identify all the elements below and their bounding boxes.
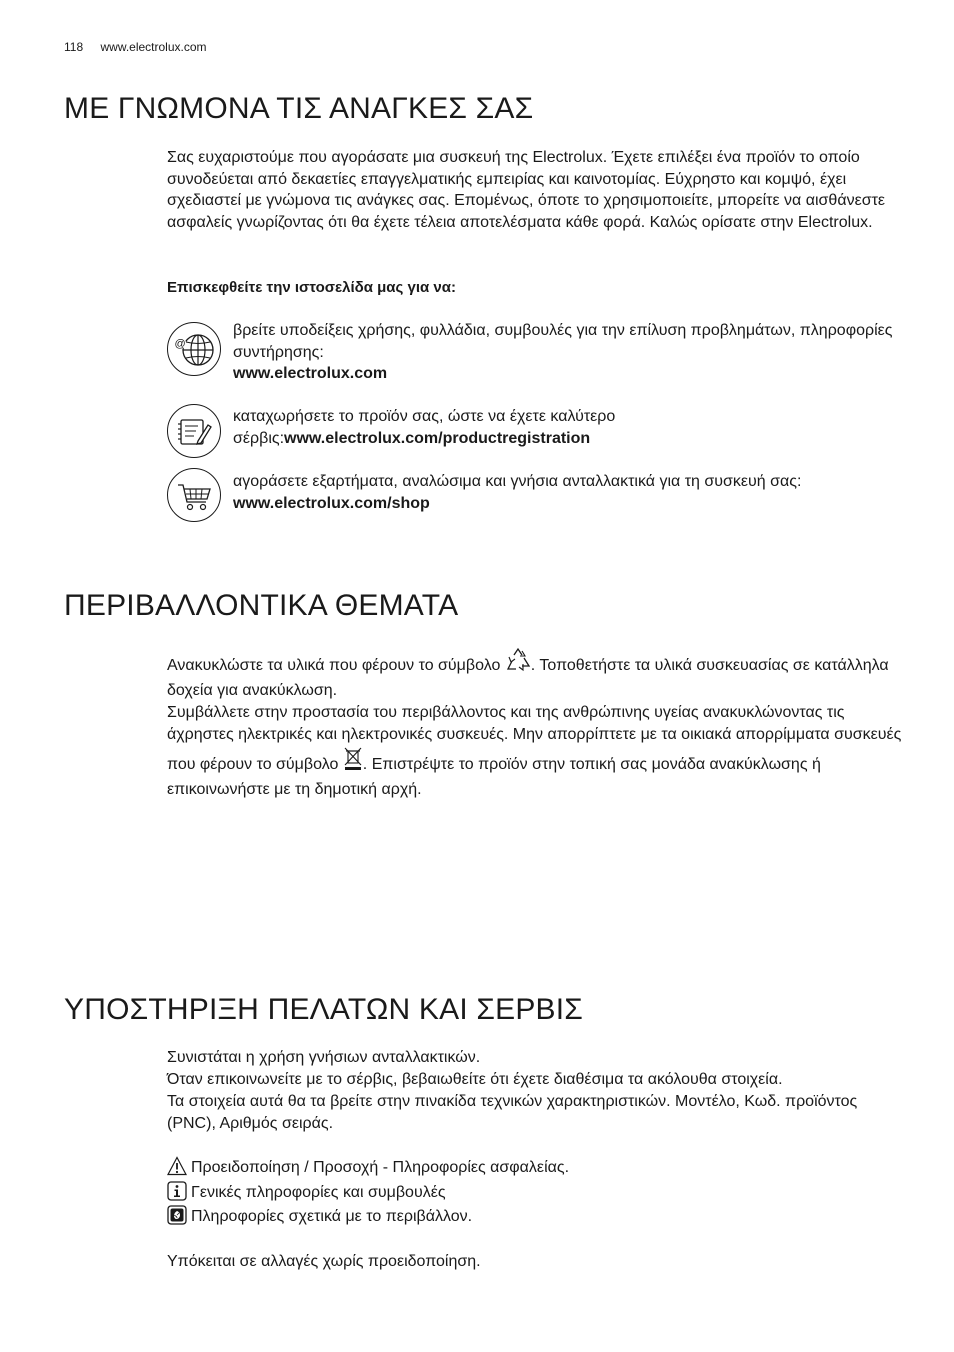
shop-link[interactable]: www.electrolux.com/shop <box>233 494 430 512</box>
recycle-text-after: . Τοποθετήστε τα υλικά συσκευασίας σε κατάλληλα δοχεία για ανακύκλωση. <box>167 657 889 699</box>
recycle-paragraph <box>167 647 907 702</box>
legend-item-environment <box>167 1205 907 1230</box>
shopping-cart-icon <box>167 468 221 522</box>
svg-text:@: @ <box>174 338 186 350</box>
header-url[interactable]: www.electrolux.com <box>100 40 207 54</box>
legend-item-info <box>167 1181 907 1206</box>
visit-heading: Επισκεφθείτε την ιστοσελίδα μας για να: <box>167 279 456 296</box>
legend-info-text: Γενικές πληροφορίες και συμβουλές <box>191 1183 446 1201</box>
warning-icon <box>167 1156 187 1176</box>
recycle-text-before: Ανακυκλώστε τα υλικά που φέρουν το σύμβολο <box>167 657 501 674</box>
registration-text: καταχωρήσετε το προϊόν σας, ώστε να έχετε καλύτερο σέρβις: <box>233 408 616 447</box>
environment-icon <box>167 1205 187 1225</box>
support-p3: Τα στοιχεία αυτά θα τα βρείτε στην πινακίδα τεχνικών χαρακτηριστικών. Μοντέλο, Κωδ. προϊόντος (PNC), Αριθμός σειράς. <box>167 1093 858 1132</box>
support-p2: Όταν επικοινωνείτε με το σέρβις, βεβαιωθείτε ότι έχετε διαθέσιμα τα ακόλουθα στοιχεία. <box>167 1071 783 1088</box>
section-title-support: ΥΠΟΣΤΗΡΙΞΗ ΠΕΛΑΤΩΝ ΚΑΙ ΣΕΡΒΙΣ <box>64 993 584 1026</box>
registration-icon <box>167 404 221 458</box>
weee-text-after: . Επιστρέψτε το προϊόν στην τοπική σας μονάδα ανακύκλωσης ή επικοινωνήστε με τη δημοτική αρχή. <box>167 756 821 798</box>
recycle-icon <box>505 647 531 680</box>
legend-item-warning <box>167 1156 907 1181</box>
section-title-needs: ΜΕ ΓΝΩΜΟΝΑ ΤΙΣ ΑΝΑΓΚΕΣ ΣΑΣ <box>64 92 534 125</box>
support-text: βρείτε υποδείξεις χρήσης, φυλλάδια, συμβουλές για την επίλυση προβλημάτων, πληροφορίες συντήρησης: <box>233 322 893 361</box>
legend-warning-text: Προειδοποίηση / Προσοχή - Πληροφορίες ασφαλείας. <box>191 1159 570 1176</box>
environment-paragraph <box>167 647 907 801</box>
globe-icon <box>167 322 221 376</box>
page-number: 118 <box>64 40 84 54</box>
section-title-environment: ΠΕΡΙΒΑΛΛΟΝΤΙΚΑ ΘΕΜΑΤΑ <box>64 589 459 622</box>
intro-text: Σας ευχαριστούμε που αγοράσατε μια συσκευή της Electrolux. Έχετε επιλέξει ένα προϊόν το οποίο συνοδεύεται από δεκαετίες επαγγελματικής εμπειρίας και καινοτομίας. Εύχρηστο και κομψό, έχει σχεδιαστεί με γνώμονα τις ανάγκες σας. Επομένως, όποτε το χρησιμοποιείτε, μπορείτε να αισθάνεστε ασφαλείς γνωρίζοντας ότι θα έχετε τέλεια αποτελέσματα κάθε φορά. Καλώς ορίσατε στην Electrolux. <box>167 149 886 231</box>
support-paragraph <box>167 1047 907 1135</box>
shop-text: αγοράσετε εξαρτήματα, αναλώσιμα και γνήσια ανταλλακτικά για τη συσκευή σας: <box>233 473 802 490</box>
page-header <box>64 40 207 54</box>
intro-paragraph <box>167 147 907 233</box>
legend-environment-text: Πληροφορίες σχετικά με το περιβάλλον. <box>191 1208 473 1225</box>
support-link[interactable]: www.electrolux.com <box>233 365 388 383</box>
weee-text-before: Συμβάλλετε στην προστασία του περιβάλλοντος και της ανθρώπινης υγείας ανακυκλώνοντας τις άχρηστες ηλεκτρικές και ηλεκτρονικές συσκευές. Μην απορρίπτετε με τα οικιακά απορρίμματα συσκευές που φέρουν το σύμβολο <box>167 704 902 773</box>
crossed-bin-icon <box>343 746 363 779</box>
info-icon <box>167 1181 187 1201</box>
registration-link[interactable]: www.electrolux.com/productregistration <box>284 429 591 447</box>
support-p1: Συνιστάται η χρήση γνήσιων ανταλλακτικών. <box>167 1049 481 1066</box>
footer-note: Υπόκειται σε αλλαγές χωρίς προειδοποίηση. <box>167 1253 481 1270</box>
weee-paragraph <box>167 702 907 801</box>
legend-list <box>167 1156 907 1230</box>
